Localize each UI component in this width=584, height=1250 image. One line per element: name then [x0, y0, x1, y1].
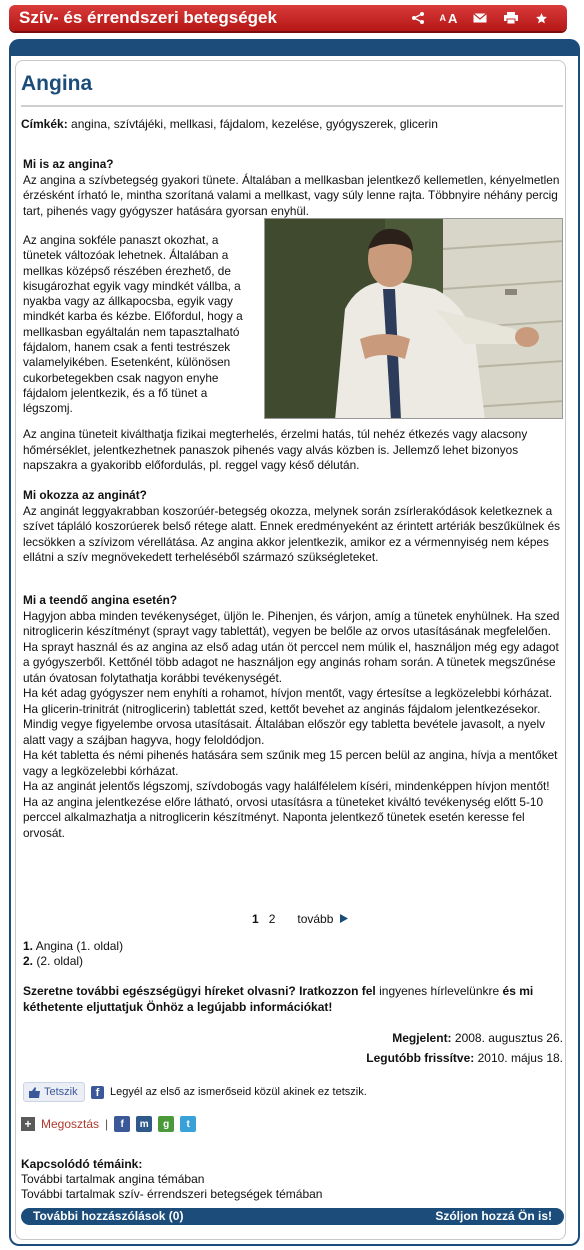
email-icon[interactable]: [464, 9, 495, 27]
share-icon[interactable]: [402, 9, 433, 27]
tags-label: Címkék:: [21, 117, 68, 131]
section-paragraph: Ha az anginát jelentős légszomj, szívdobogás vagy halálfélelem kíséri, mindenképpen hívjon mentőt!: [23, 779, 550, 793]
tags-line: [21, 117, 438, 131]
font-size-icon[interactable]: [433, 9, 464, 27]
section-what-to-do: [23, 593, 563, 841]
triggers-paragraph: [23, 427, 563, 474]
symptom-line: Az angina sokféle panaszt okozhat, a: [23, 233, 219, 247]
page-list-number: 1.: [23, 939, 34, 953]
section-text: Az angina a szívbetegség gyakori tünete. Általában a mellkasban jelentkező kellemetlen, kényelmetlen érzésként írható le, mintha szorítaná valami a mellkast, vagy súly lenne rajta. Többnyire néhány percig tart, pihenés vagy gyógyszer hatására gyorsan enyhül.: [23, 172, 560, 218]
newsletter-text-1: Szeretne további egészségügyi híreket olvasni? Iratkozzon fel: [23, 984, 376, 998]
section-paragraph: Ha két tabletta és némi pihenés hatására sem szűnik meg 15 percen belül az angina, hívja a mentőket vagy a legközelebbi kórházat.: [23, 748, 558, 778]
title-divider: [21, 105, 563, 107]
plus-icon[interactable]: +: [21, 1117, 35, 1131]
updated-label: Legutóbb frissítve:: [366, 1051, 475, 1065]
symptom-line: légszomj.: [23, 401, 73, 416]
facebook-icon: f: [91, 1086, 104, 1099]
page-list-item[interactable]: [23, 939, 123, 954]
symptom-line: fájdalom jelentkezik, és a fő tünet a: [23, 385, 208, 400]
related-link[interactable]: További tartalmak angina témában: [21, 1172, 205, 1186]
article-title: Angina: [21, 72, 93, 95]
symptom-line: tünetek változóak lehetnek. Általában a: [23, 248, 229, 263]
share-label[interactable]: Megosztás: [41, 1117, 100, 1131]
favorite-icon[interactable]: [526, 9, 557, 27]
page-list-number: 2.: [23, 954, 34, 968]
section-what-is: [23, 157, 563, 219]
page-link-2[interactable]: 2: [268, 912, 276, 926]
section-text: Az angina tüneteit kiválthatja fizikai megterhelés, érzelmi hatás, túl nehéz étkezés vagy alacsony hőmérséklet, jelentkezhetnek panaszok pihenés vagy alvás közben is. Jellemző lehet bizonyos napszakra a gyakoribb előfordulás, pl. reggel vagy késő délután.: [23, 427, 528, 472]
related-link[interactable]: További tartalmak szív- érrendszeri betegségek témában: [21, 1187, 323, 1201]
more-comments-link[interactable]: További hozzászólások (0): [33, 1209, 184, 1223]
page-current: 1: [252, 912, 259, 926]
section-heading: Mi okozza az anginát?: [23, 488, 147, 502]
myspace-icon[interactable]: m: [136, 1116, 152, 1132]
symptom-line: valamelyikében. Esetenként, különösen: [23, 355, 231, 370]
arrow-right-icon: [340, 914, 348, 923]
toolbar: [402, 9, 557, 27]
facebook-like: [23, 1082, 367, 1102]
related-heading: Kapcsolódó témáink:: [21, 1157, 143, 1171]
symptom-line: nyakba vagy az állkapocsba, egyik vagy: [23, 294, 233, 309]
symptom-line: mellkasban egyáltalán nem tapasztalható: [23, 324, 240, 339]
symptom-line: mellkas középső részében érezhető, de: [23, 263, 231, 278]
twitter-icon[interactable]: t: [180, 1116, 196, 1132]
page-list-text: Angina (1. oldal): [35, 939, 124, 953]
font-small-label: A: [439, 13, 447, 23]
print-icon[interactable]: [495, 9, 526, 27]
like-label: Tetszik: [44, 1086, 78, 1098]
next-page-link[interactable]: [297, 912, 347, 926]
symptom-line: fájdalom, hanem csak a fenti testrészek: [23, 340, 231, 355]
page-list-item[interactable]: [23, 954, 123, 969]
section-paragraph: Hagyjon abba minden tevékenységet, üljön le. Pihenjen, és várjon, amíg a tünetek enyhülnek. Ha szed nitroglicerin készítményt (sprayt vagy tablettát), vegyen be belőle az orvos utasításának megfelelően.: [23, 608, 560, 638]
newsletter-text-2: és mi kéthetente eljuttatjuk Önhöz a legújabb információkat!: [23, 984, 534, 1014]
page-list-text: (2. oldal): [36, 954, 84, 968]
next-page-label: tovább: [297, 912, 334, 926]
related-topics: [21, 1157, 322, 1202]
thumbs-up-icon: [29, 1087, 40, 1098]
comments-bar: [21, 1208, 564, 1225]
section-paragraph: Ha az angina jelentkezése előre látható, orvosi utasításra a tüneteket kiváltó tevékenység előtt 5-10 perccel alkalmazhatja a nitroglicerin készítményt. Naponta jelentkező tünetek esetén keresse fel orvosát.: [23, 794, 544, 840]
section-paragraph: Ha két adag gyógyszer nem enyhíti a rohamot, hívjon mentőt, vagy értesítse a legközelebbi kórházat.: [23, 686, 553, 700]
like-button[interactable]: [23, 1082, 85, 1102]
share-bar: [21, 1116, 196, 1132]
published-date: [392, 1031, 563, 1045]
symptoms-paragraph: [23, 233, 258, 417]
font-large-label: A: [448, 10, 458, 26]
pagination: [252, 912, 348, 926]
article-photo: [264, 218, 563, 419]
section-paragraph: Ha sprayt használ és az angina az első adag után öt perccel nem múlik el, használjon még egy adagot a gyógyszerből. Kettőnél több adagot ne használjon egy anginás roham során. A tünetek megszűnése után óvatosan folytathatja korábbi tevékenységét.: [23, 639, 559, 685]
symptom-line: cukorbetegekben csak nagyon enyhe: [23, 370, 219, 385]
google-icon[interactable]: g: [158, 1116, 174, 1132]
section-heading: Mi is az angina?: [23, 157, 114, 171]
symptom-line: mindkét karba és kézbe. Előfordul, hogy a: [23, 309, 243, 324]
updated-value: 2010. május 18.: [477, 1051, 563, 1065]
section-causes: [23, 488, 563, 566]
symptom-line: kisugározhat egyik vagy mindkét vállba, a: [23, 278, 241, 293]
section-paragraph: Ha glicerin-trinitrát (nitroglicerin) tablettát szed, kettőt bevehet az anginás fájdalom jelentkezésekor. Mindig vegye figyelembe orvosa utasításait. Általában először egy tabletta bevétele javasolt, a nyelv alatt vagy a szájban hagyva, hogy feloldódjon.: [23, 701, 545, 747]
published-label: Megjelent:: [392, 1031, 452, 1045]
tags-value: angina, szívtájéki, mellkasi, fájdalom, kezelése, gyógyszerek, glicerin: [71, 117, 438, 131]
updated-date: [366, 1051, 563, 1065]
section-text: Az anginát leggyakrabban koszorúér-betegség okozza, melynek során zsírlerakódások keletkeznek a szívet tápláló koszorúerek belső rétege alatt. Ennek eredményeként az érintett artériák beszűkülnek és lecsökken a szívizom vérellátása. Az angina akkor jelentkezik, amikor ez a vérmennyiség nem képes ellátni a szív megnövekedett terheléséből származó szükségleteket.: [23, 503, 561, 564]
like-text: Legyél az első az ismerőseid közül akinek ez tetszik.: [110, 1086, 367, 1098]
newsletter-promo: [23, 983, 543, 1015]
section-header: [9, 5, 567, 31]
facebook-icon[interactable]: f: [114, 1116, 130, 1132]
add-comment-link[interactable]: Szóljon hozzá Ön is!: [435, 1209, 552, 1223]
section-heading: Mi a teendő angina esetén?: [23, 593, 178, 607]
newsletter-link[interactable]: ingyenes hírlevelünkre: [379, 984, 500, 998]
section-title: Szív- és érrendszeri betegségek: [19, 8, 277, 27]
published-value: 2008. augusztus 26.: [454, 1031, 563, 1045]
page-list: [23, 939, 123, 969]
share-separator: |: [105, 1117, 109, 1131]
